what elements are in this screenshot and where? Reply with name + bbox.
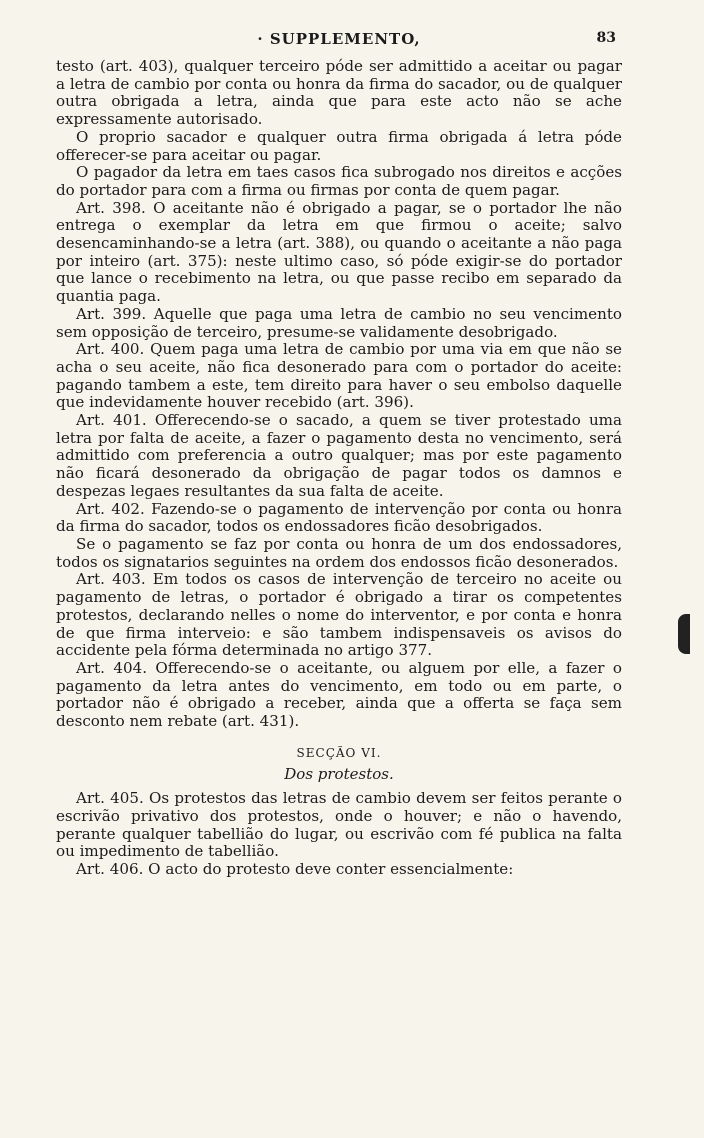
paragraph-art-404: Art. 404. Offerecendo-se o aceitante, ou alguem por elle, a fazer o pagamento da letra antes do vencimento, em todo ou em parte, o portador não é obrigado a receber, ainda que a offerta se faça sem desconto nem rebate (art. 431). [56, 658, 622, 731]
paragraph-art-406: Art. 406. O acto do protesto deve conter essencialmente: [76, 859, 514, 878]
running-title: · SUPPLEMENTO, [257, 30, 421, 48]
paragraphs-after-section [56, 790, 622, 879]
paragraph-p-pagador: O pagador da letra em taes casos fica subrogado nos direitos e acções do portador para com a firma ou firmas por conta de quem pagar. [56, 163, 622, 199]
paragraphs-before-section [56, 58, 622, 731]
paragraph-p-testo: testo (art. 403), qualquer terceiro póde ser admittido a aceitar ou pagar a letra de cambio por conta ou honra da firma do sacador, ou de qualquer outra obrigada a letra, ainda que para este acto não se ache expressamente autorisado. [56, 57, 622, 129]
document-page [56, 30, 622, 879]
section-title: Dos protestos. [284, 765, 394, 784]
paragraph-p-se-pagamento: Se o pagamento se faz por conta ou honra de um dos endossadores, todos os signatarios seguintes na ordem dos endossos ficão desonerados. [56, 534, 622, 571]
section-heading: SECÇÃO VI. [296, 745, 382, 760]
running-header [56, 30, 622, 52]
paragraph-art-405: Art. 405. Os protestos das letras de cambio devem ser feitos perante o escrivão privativo dos protestos, onde o houver; e não o havendo, perante qualquer tabellião do lugar, ou escrivão com fé publica na falta ou impedimento de tabellião. [56, 789, 622, 861]
body-text [56, 58, 622, 879]
paragraph-art-402: Art. 402. Fazendo-se o pagamento de intervenção por conta ou honra da firma do sacador, todos os endossadores ficão desobrigados. [56, 499, 622, 536]
paragraph-art-401: Art. 401. Offerecendo-se o sacado, a quem se tiver protestado uma letra por falta de aceite, a fazer o pagamento desta no vencimento, será admittido com preferencia a outro qualquer; mas por este pagamento não ficará desonerado da obrigação de pagar todos os damnos e despezas legaes resultantes da sua falta de aceite. [56, 411, 622, 500]
page-edge-mark [678, 614, 690, 654]
paragraph-art-399: Art. 399. Aquelle que paga uma letra de cambio no seu vencimento sem opposição de terceiro, presume-se validamente desobrigado. [56, 304, 622, 341]
paragraph-art-403: Art. 403. Em todos os casos de intervenção de terceiro no aceite ou pagamento de letras, o portador é obrigado a tirar os competentes protestos, declarando nelles o nome do interventor, e por conta e honra de que firma interveio: e são tambem indispensaveis os avisos do accidente pela fórma determinada no artigo 377. [56, 570, 622, 660]
paragraph-art-398: Art. 398. O aceitante não é obrigado a pagar, se o portador lhe não entrega o exemplar da letra em que firmou o aceite; salvo desencaminhando-se a letra (art. 388), ou quando o aceitante a não paga por inteiro (art. 375): neste ultimo caso, só póde exigir-se do portador que lance o recebimento na letra, ou que passe recibo em separado da quantia paga. [56, 198, 622, 306]
paragraph-art-400: Art. 400. Quem paga uma letra de cambio por uma via em que não se acha o seu aceite, não fica desonerado para com o portador do aceite: pagando tambem a este, tem direito para haver o seu embolso daquelle que indevidamente houver recebido (art. 396). [56, 340, 622, 412]
page-number: 83 [596, 30, 616, 46]
paragraph-p-sacador: O proprio sacador e qualquer outra firma obrigada á letra póde offerecer-se para aceitar ou pagar. [56, 127, 622, 164]
